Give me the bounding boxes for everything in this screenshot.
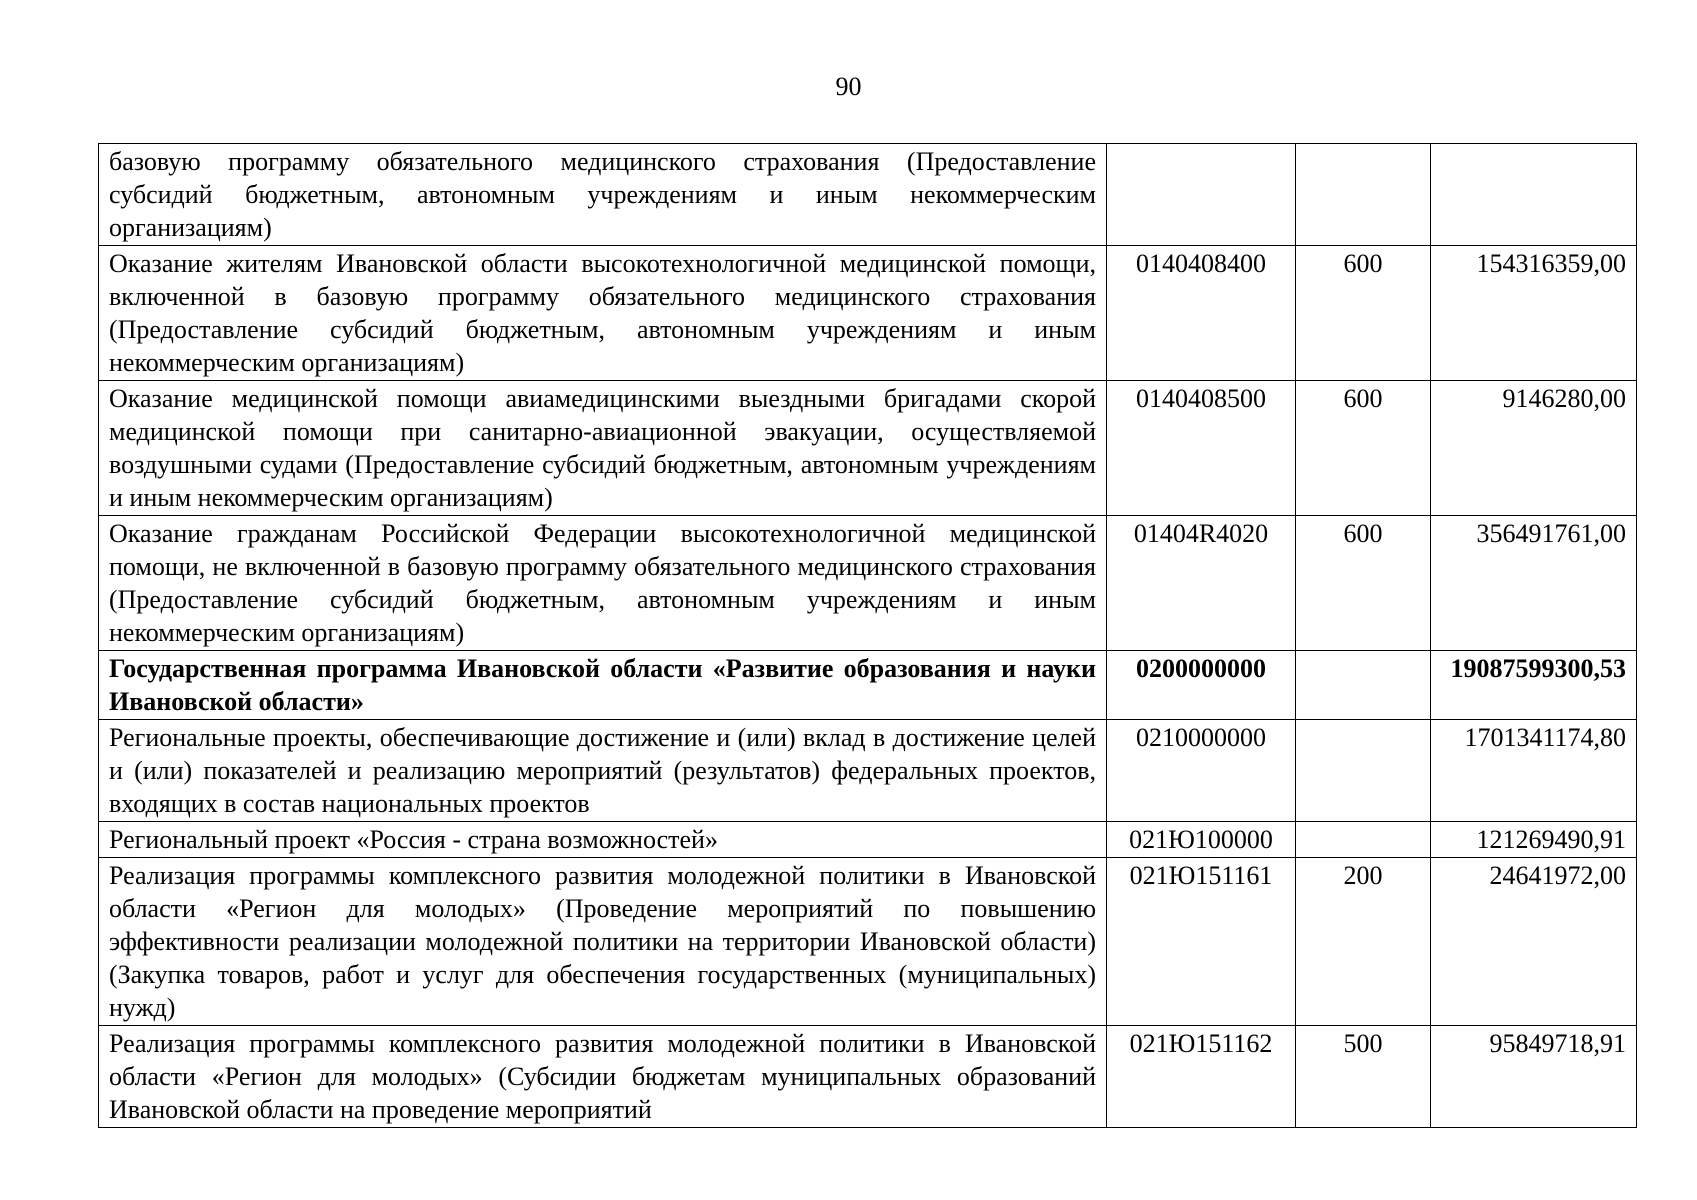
row-code xyxy=(1107,144,1296,246)
row-code: 021Ю100000 xyxy=(1107,822,1296,858)
table-row xyxy=(99,246,1637,381)
row-expense-type xyxy=(1296,720,1431,822)
row-expense-type: 500 xyxy=(1296,1026,1431,1128)
row-code: 0140408500 xyxy=(1107,381,1296,516)
table-row-program-heading xyxy=(99,651,1637,720)
row-code: 021Ю151162 xyxy=(1107,1026,1296,1128)
row-code: 0200000000 xyxy=(1107,651,1296,720)
row-expense-type: 200 xyxy=(1296,858,1431,1026)
budget-table xyxy=(98,143,1637,1128)
row-amount: 121269490,91 xyxy=(1431,822,1637,858)
row-description: базовую программу обязательного медицинского страхования (Предоставление субсидий бюджетным, автономным учреждениям и иным некоммерческим организациям) xyxy=(99,144,1107,246)
table-row xyxy=(99,381,1637,516)
page-number: 90 xyxy=(835,72,862,101)
row-code: 01404R4020 xyxy=(1107,516,1296,651)
row-amount: 24641972,00 xyxy=(1431,858,1637,1026)
table-row xyxy=(99,144,1637,246)
row-description: Региональный проект «Россия - страна возможностей» xyxy=(99,822,1107,858)
row-expense-type xyxy=(1296,651,1431,720)
row-description: Реализация программы комплексного развития молодежной политики в Ивановской области «Регион для молодых» (Проведение мероприятий по повышению эффективности реализации молодежной политики на территории Ивановской области) (Закупка товаров, работ и услуг для обеспечения государственных (муниципальных) нужд) xyxy=(99,858,1107,1026)
row-code: 0210000000 xyxy=(1107,720,1296,822)
row-amount: 9146280,00 xyxy=(1431,381,1637,516)
row-amount: 19087599300,53 xyxy=(1431,651,1637,720)
row-amount: 95849718,91 xyxy=(1431,1026,1637,1128)
row-amount: 1701341174,80 xyxy=(1431,720,1637,822)
row-amount: 154316359,00 xyxy=(1431,246,1637,381)
row-code: 0140408400 xyxy=(1107,246,1296,381)
row-description: Региональные проекты, обеспечивающие достижение и (или) вклад в достижение целей и (или) показателей и реализацию мероприятий (результатов) федеральных проектов, входящих в состав национальных проектов xyxy=(99,720,1107,822)
row-expense-type xyxy=(1296,822,1431,858)
row-expense-type: 600 xyxy=(1296,516,1431,651)
row-expense-type: 600 xyxy=(1296,246,1431,381)
table-row xyxy=(99,1026,1637,1128)
table-row xyxy=(99,720,1637,822)
row-description: Государственная программа Ивановской области «Развитие образования и науки Ивановской области» xyxy=(99,651,1107,720)
row-description: Оказание медицинской помощи авиамедицинскими выездными бригадами скорой медицинской помощи при санитарно-авиационной эвакуации, осуществляемой воздушными судами (Предоставление субсидий бюджетным, автономным учреждениям и иным некоммерческим организациям) xyxy=(99,381,1107,516)
row-code: 021Ю151161 xyxy=(1107,858,1296,1026)
row-expense-type xyxy=(1296,144,1431,246)
table-row xyxy=(99,858,1637,1026)
row-amount xyxy=(1431,144,1637,246)
row-description: Оказание гражданам Российской Федерации высокотехнологичной медицинской помощи, не включенной в базовую программу обязательного медицинского страхования (Предоставление субсидий бюджетным, автономным учреждениям и иным некоммерческим организациям) xyxy=(99,516,1107,651)
table-row xyxy=(99,822,1637,858)
row-expense-type: 600 xyxy=(1296,381,1431,516)
budget-table-body xyxy=(99,144,1637,1128)
row-description: Оказание жителям Ивановской области высокотехнологичной медицинской помощи, включенной в базовую программу обязательного медицинского страхования (Предоставление субсидий бюджетным, автономным учреждениям и иным некоммерческим организациям) xyxy=(99,246,1107,381)
table-row xyxy=(99,516,1637,651)
row-description: Реализация программы комплексного развития молодежной политики в Ивановской области «Регион для молодых» (Субсидии бюджетам муниципальных образований Ивановской области на проведение мероприятий xyxy=(99,1026,1107,1128)
row-amount: 356491761,00 xyxy=(1431,516,1637,651)
